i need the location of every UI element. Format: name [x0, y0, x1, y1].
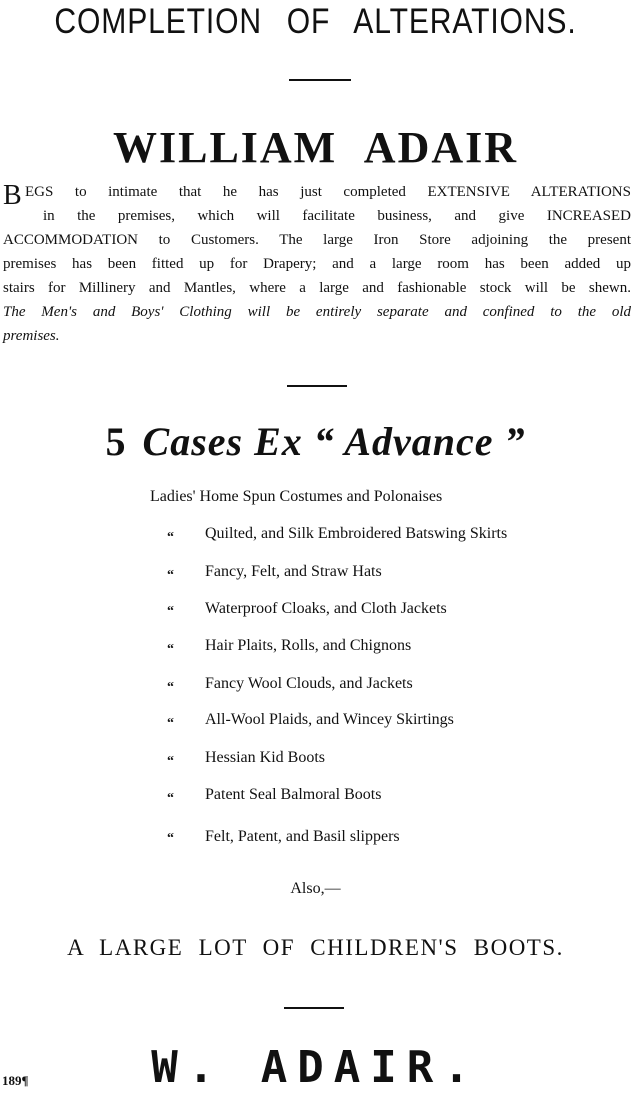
divider-rule [289, 79, 351, 81]
intro-line-italic: premises. [3, 328, 60, 344]
intro-line: in the premises, which will facilitate business, and give INCREASED [43, 208, 631, 224]
ditto-mark: “ [167, 791, 174, 806]
ditto-mark: “ [167, 831, 174, 846]
cases-number: 5 [105, 419, 127, 464]
ditto-mark: “ [167, 568, 174, 583]
ditto-mark: “ [167, 604, 174, 619]
cases-text: Cases Ex “ Advance ” [142, 419, 526, 464]
intro-line-italic: The Men's and Boys' Clothing will be entirely separate and confined to the old [3, 304, 631, 320]
list-item: Felt, Patent, and Basil slippers [205, 828, 400, 845]
page-heading: COMPLETION OF ALTERATIONS. [54, 2, 577, 41]
list-item: Fancy, Felt, and Straw Hats [205, 563, 382, 580]
ditto-mark: “ [167, 530, 174, 545]
ditto-mark: “ [167, 754, 174, 769]
intro-paragraph [3, 180, 631, 348]
intro-line: premises has been fitted up for Drapery; and a large room has been added up [3, 256, 631, 272]
signature: W. ADAIR. [151, 1042, 480, 1093]
list-item: All-Wool Plaids, and Wincey Skirtings [205, 711, 454, 728]
intro-line: EGS to intimate that he has just completed EXTENSIVE ALTERATIONS [25, 184, 631, 200]
cases-heading [0, 418, 631, 465]
list-item: Patent Seal Balmoral Boots [205, 786, 382, 803]
intro-line: stairs for Millinery and Mantles, where a large and fashionable stock will be shewn. [3, 280, 631, 296]
also-line: Also,— [290, 880, 341, 897]
ditto-mark: “ [167, 642, 174, 657]
list-item: Fancy Wool Clouds, and Jackets [205, 675, 413, 692]
list-item: Waterproof Cloaks, and Cloth Jackets [205, 600, 447, 617]
divider-rule [284, 1007, 344, 1009]
list-item: Hessian Kid Boots [205, 749, 325, 766]
list-item: Hair Plaits, Rolls, and Chignons [205, 637, 412, 654]
intro-line: ACCOMMODATION to Customers. The large Iron Store adjoining the present [3, 232, 631, 248]
dropcap-letter: B [3, 180, 22, 211]
merchant-name: WILLIAM ADAIR [112, 123, 519, 172]
ditto-mark: “ [167, 680, 174, 695]
page-number: 189¶ [2, 1073, 29, 1088]
list-item: Ladies' Home Spun Costumes and Polonaises [150, 488, 443, 505]
divider-rule [287, 385, 347, 387]
large-lot-line: A LARGE LOT OF CHILDREN'S BOOTS. [67, 935, 564, 960]
ditto-mark: “ [167, 716, 174, 731]
list-item: Quilted, and Silk Embroidered Batswing Skirts [205, 525, 508, 542]
